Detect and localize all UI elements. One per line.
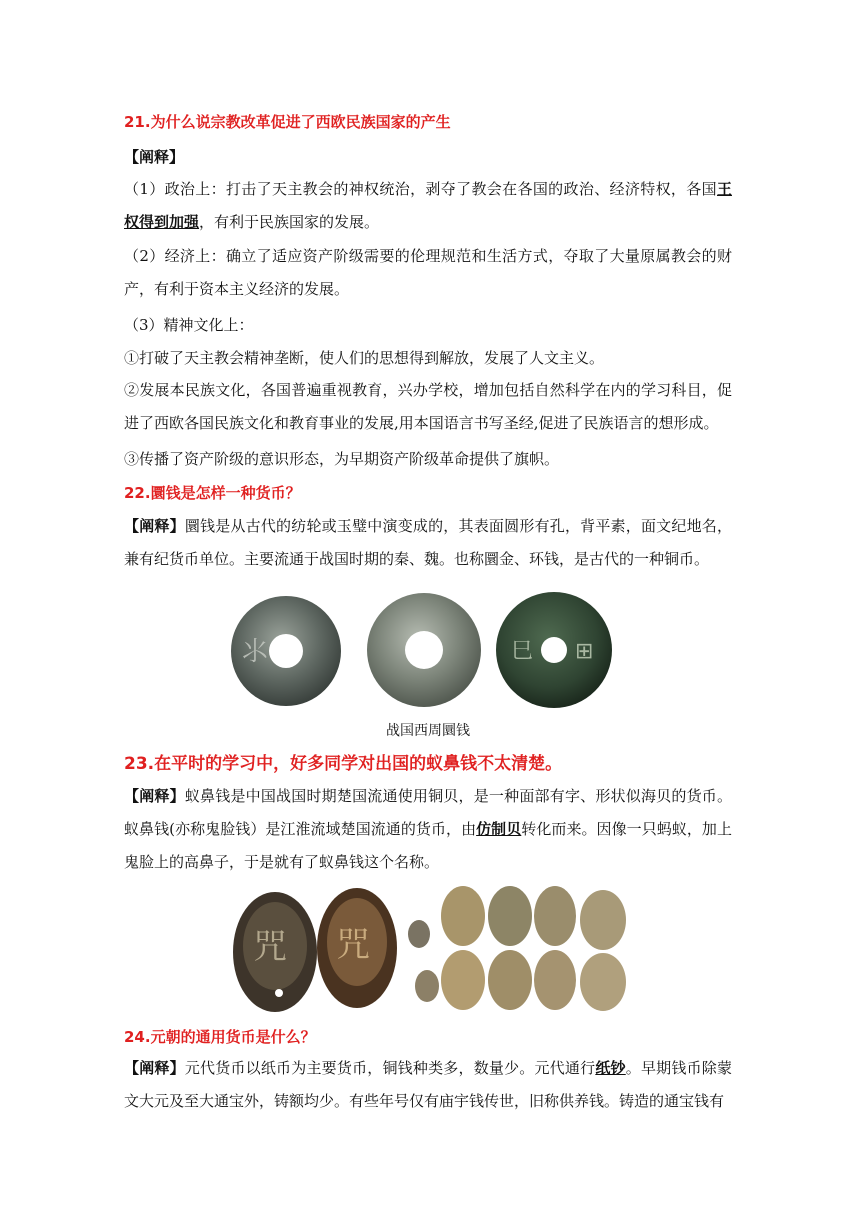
yuanqian-coins-image <box>228 592 642 712</box>
q23-heading: 23.在平时的学习中，好多同学对出国的蚁鼻钱不太清楚。 <box>124 754 563 774</box>
q21-heading: 21.为什么说宗教改革促进了西欧民族国家的产生 <box>124 113 451 131</box>
svg-text:咒: 咒 <box>336 925 370 965</box>
q22-text: 圜钱是从古代的纺轮或玉璧中演变成的，其表面圆形有孔，背平素，面文纪地名，兼有纪货币单位。主要流通于战国时期的秦、魏。也称圜金、环钱，是古代的一种铜币。 <box>124 517 732 568</box>
q21-politics-paragraph <box>124 173 732 239</box>
q21-politics-key-term: 王权得到加强 <box>124 180 732 231</box>
q21-economy-paragraph: （2）经济上：确立了适应资产阶级需要的伦理规范和生活方式，夺取了大量原属教会的财产，有利于资本主义经济的发展。 <box>124 247 732 298</box>
q23-key-term: 仿制贝 <box>476 820 522 838</box>
q21-culture-paragraph: （3）精神文化上： <box>124 316 254 334</box>
svg-text:咒: 咒 <box>253 927 287 967</box>
svg-text:⺒: ⺒ <box>511 639 534 664</box>
q24-text-end: 。早期钱币除蒙文大元及至大通宝外，铸额均少。有些年号仅有庙宇钱传世，旧称供养钱。铸造的通宝钱有 <box>124 1059 732 1110</box>
q23-text-end: 转化而来。因像一只蚂蚁，加上鬼脸上的高鼻子，于是就有了蚁鼻钱这个名称。 <box>124 820 732 871</box>
q23-text: 蚁鼻钱是中国战国时期楚国流通使用铜贝，是一种面部有字、形状似海贝的货币。蚁鼻钱(亦称鬼脸钱）是江淮流域楚国流通的货币，由 <box>124 787 732 838</box>
q21-culture-point-3: ③传播了资产阶级的意识形态，为早期资产阶级革命提供了旗帜。 <box>124 450 560 468</box>
coins-caption: 战国西周圜钱 <box>386 723 470 739</box>
q21-politics-text-end: ，有利于民族国家的发展。 <box>199 213 380 231</box>
q24-key-term: 纸钞 <box>595 1059 626 1077</box>
q22-heading: 22.圜钱是怎样一种货币？ <box>124 484 301 502</box>
svg-text:⊞: ⊞ <box>575 639 594 664</box>
q24-heading: 24.元朝的通用货币是什么？ <box>124 1028 316 1046</box>
q22-paragraph <box>124 510 732 576</box>
q21-culture-point-1: ①打破了天主教会精神垄断，使人们的思想得到解放，发展了人文主义。 <box>124 349 605 367</box>
q23-paragraph <box>124 780 732 879</box>
yibiqian-coins-image <box>233 886 637 1012</box>
q23-label: 【阐释】 <box>124 787 185 805</box>
q22-label: 【阐释】 <box>124 517 185 535</box>
q24-paragraph <box>124 1052 732 1118</box>
q21-culture-point-2: ②发展本民族文化，各国普遍重视教育，兴办学校，增加包括自然科学在内的学习科目，促进了西欧各国民族文化和教育事业的发展,用本国语言书写圣经,促进了民族语言的想形成。 <box>124 381 732 432</box>
q24-text: 元代货币以纸币为主要货币，铜钱种类多，数量少。元代通行 <box>184 1059 596 1077</box>
q21-politics-text: （1）政治上：打击了天主教会的神权统治，剥夺了教会在各国的政治、经济特权，各国 <box>124 180 717 198</box>
q21-label: 【阐释】 <box>124 148 185 166</box>
svg-text:⺢: ⺢ <box>242 637 269 667</box>
q24-label: 【阐释】 <box>124 1059 185 1077</box>
